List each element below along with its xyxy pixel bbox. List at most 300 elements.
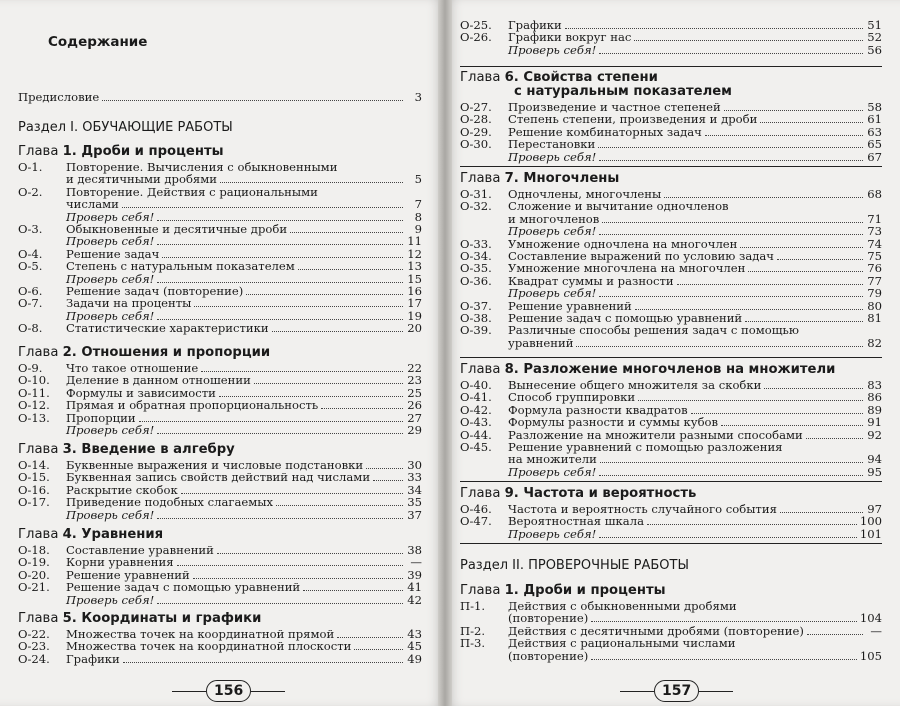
chapter-label: Глава	[460, 486, 505, 501]
entry-page: 20	[407, 321, 422, 336]
entry-title: Проверь себя!	[508, 224, 597, 239]
entry-title: Проверь себя!	[66, 234, 155, 249]
entry-code: О-9.	[18, 361, 43, 375]
dot-leader	[217, 553, 403, 554]
dot-leader	[599, 296, 863, 297]
page-number-rule	[251, 691, 285, 692]
entry-page: 91	[867, 415, 882, 430]
entry-code: О-36.	[460, 273, 492, 288]
entry-title: Перестановки	[508, 137, 596, 152]
page-number-oval: 156	[206, 680, 251, 702]
entry-code: О-7.	[18, 296, 43, 311]
entry-title: Что такое отношение	[66, 361, 199, 375]
dot-leader	[219, 396, 403, 397]
chapter-label: Глава	[460, 70, 505, 85]
entry-code: О-35.	[460, 261, 492, 276]
entry-title: Решение комбинаторных задач	[508, 124, 702, 139]
entry-code: О-25.	[460, 18, 492, 32]
entry-page: 101	[859, 526, 882, 541]
entry-page: 97	[867, 502, 882, 516]
entry-title: Статистические характеристики	[66, 321, 269, 336]
chapter-title: Дроби и проценты	[76, 144, 224, 159]
chapter-heading	[460, 171, 619, 187]
entry-page: 5	[414, 172, 422, 187]
entry-page: 80	[867, 298, 882, 313]
entry-title: Проверь себя!	[508, 42, 597, 57]
chapter-label: Глава	[18, 442, 63, 457]
chapter-label: Глава	[18, 611, 63, 626]
chapter-title: Уравнения	[76, 527, 164, 542]
chapter-number: 7.	[504, 171, 519, 186]
dot-leader	[162, 257, 403, 258]
page-number-oval: 157	[654, 680, 699, 702]
dot-leader	[276, 505, 403, 506]
entry-page: 13	[407, 259, 422, 274]
entry-title: Способ группировки	[508, 390, 636, 405]
entry-title: Решение уравнений	[508, 298, 632, 313]
entry-title: Сложение и вычитание одночленов	[508, 199, 729, 214]
entry-title: Задачи на проценты	[66, 296, 192, 311]
chapter-label: Глава	[18, 345, 63, 360]
chapter-label: Глава	[18, 527, 63, 542]
entry-title: Проверь себя!	[66, 271, 155, 286]
entry-page: 39	[407, 567, 422, 582]
entry-title: Проверь себя!	[508, 526, 597, 541]
toc-entry	[18, 321, 422, 335]
entry-page: 76	[867, 261, 882, 276]
entry-code: О-22.	[18, 627, 50, 641]
entry-title: Графики вокруг нас	[508, 30, 632, 45]
entry-title: Умножение многочлена на многочлен	[508, 261, 746, 276]
dot-leader	[780, 512, 863, 513]
entry-code: О-2.	[18, 184, 43, 199]
entry-code: О-8.	[18, 321, 43, 336]
entry-title: Формулы и зависимости	[66, 385, 216, 400]
entry-code: О-23.	[18, 639, 50, 654]
entry-page: 79	[867, 286, 882, 301]
dot-leader	[220, 182, 403, 183]
entry-page: 15	[407, 271, 422, 286]
toc-entry	[460, 649, 882, 663]
entry-title: Проверь себя!	[66, 592, 155, 607]
entry-code: О-37.	[460, 298, 492, 313]
entry-title: Проверь себя!	[66, 507, 155, 522]
entry-code: О-15.	[18, 470, 50, 485]
page-number-rule	[620, 691, 654, 692]
entry-page: 8	[414, 209, 422, 224]
chapter-heading	[460, 583, 666, 599]
dot-leader	[290, 232, 403, 233]
chapter-title: Свойства степени	[518, 70, 658, 85]
entry-page: 26	[407, 398, 422, 413]
entry-page: 35	[407, 495, 422, 510]
entry-code: О-31.	[460, 187, 492, 201]
entry-code: О-13.	[18, 410, 50, 425]
entry-title: Решение задач с помощью уравнений	[508, 311, 743, 325]
entry-title: Повторение. Действия с рациональными	[66, 184, 318, 199]
entry-code: О-30.	[460, 137, 492, 152]
entry-page: 9	[414, 222, 422, 236]
entry-title: Проверь себя!	[508, 286, 597, 301]
dot-leader	[724, 110, 863, 111]
chapter-heading	[460, 362, 835, 378]
entry-code: П-2.	[460, 623, 486, 638]
toc-entry	[460, 150, 882, 164]
entry-title: Решение задач с помощью уравнений	[66, 580, 301, 595]
entry-title: (повторение)	[508, 648, 589, 663]
entry-title: Буквенные выражения и числовые подстановки	[66, 458, 364, 472]
dot-leader	[194, 306, 403, 307]
entry-page: 82	[867, 335, 882, 350]
section-heading: Раздел I. ОБУЧАЮЩИЕ РАБОТЫ	[18, 120, 233, 135]
dot-leader	[635, 309, 863, 310]
entry-code: О-32.	[460, 199, 492, 214]
entry-page: 12	[407, 246, 422, 261]
right-page-number	[620, 680, 733, 702]
entry-code: О-11.	[18, 385, 50, 400]
entry-code: О-12.	[18, 398, 50, 413]
entry-code: О-5.	[18, 259, 43, 274]
entry-page: 23	[407, 373, 422, 388]
dot-leader	[599, 475, 863, 476]
chapter-heading	[18, 527, 163, 543]
entry-page: 104	[859, 611, 882, 626]
dot-leader	[139, 421, 403, 422]
page-number-rule	[172, 691, 206, 692]
dot-leader	[576, 346, 863, 347]
left-page-number	[172, 680, 285, 702]
entry-page: 74	[867, 236, 882, 251]
toc-entry	[18, 90, 422, 104]
toc-entry	[18, 593, 422, 607]
entry-page: 11	[407, 234, 422, 249]
dot-leader	[599, 160, 863, 161]
entry-page: 65	[867, 137, 882, 152]
chapter-label: Глава	[18, 144, 63, 159]
dot-leader	[764, 388, 863, 389]
entry-code: О-4.	[18, 246, 43, 261]
entry-code: П-3.	[460, 636, 486, 651]
chapter-title-continued: с натуральным показателем	[514, 84, 732, 99]
entry-title: Формула разности квадратов	[508, 402, 688, 417]
entry-title: Вероятностная шкала	[508, 514, 644, 529]
chapter-title: Многочлены	[518, 171, 620, 186]
dot-leader	[677, 284, 863, 285]
entry-title: Квадрат суммы и разности	[508, 273, 674, 288]
entry-title: числами	[66, 197, 119, 212]
dot-leader	[807, 634, 863, 635]
dot-leader	[634, 40, 863, 41]
entry-code: О-27.	[460, 100, 492, 114]
page-number-rule	[699, 691, 733, 692]
dot-leader	[181, 493, 403, 494]
entry-page: 75	[867, 249, 882, 263]
dot-leader	[691, 413, 863, 414]
entry-title: Решение задач	[66, 246, 160, 261]
entry-title: Приведение подобных слагаемых	[66, 495, 274, 510]
entry-code: О-1.	[18, 160, 43, 174]
dot-leader	[354, 649, 403, 650]
entry-page: 52	[867, 30, 882, 45]
dot-leader	[602, 222, 863, 223]
dot-leader	[303, 590, 403, 591]
chapter-heading	[18, 442, 235, 458]
entry-code: О-29.	[460, 124, 492, 139]
entry-title: Решение уравнений	[66, 567, 190, 582]
entry-page: 30	[407, 458, 422, 472]
chapter-number: 3.	[62, 442, 77, 457]
dot-leader	[254, 383, 403, 384]
dot-leader	[157, 220, 403, 221]
entry-page: 7	[414, 197, 422, 212]
entry-code: О-6.	[18, 284, 43, 298]
chapter-title: Дроби и проценты	[518, 583, 666, 598]
entry-page: 49	[407, 651, 422, 666]
dot-leader	[157, 319, 403, 320]
chapter-number: 4.	[62, 527, 77, 542]
dot-leader	[272, 331, 403, 332]
entry-page: 58	[867, 100, 882, 114]
entry-page: 34	[407, 482, 422, 497]
entry-title: Действия с обыкновенными дробями	[508, 599, 737, 613]
entry-code: О-34.	[460, 249, 492, 263]
chapter-number: 1.	[504, 583, 519, 598]
chapter-number: 1.	[62, 144, 77, 159]
entry-code: О-47.	[460, 514, 492, 529]
entry-title: Составление выражений по условию задач	[508, 249, 774, 263]
dot-leader	[298, 269, 403, 270]
dot-leader	[373, 480, 403, 481]
section-rule	[460, 166, 882, 167]
section-rule	[460, 357, 882, 358]
toc-entry	[460, 43, 882, 57]
toc-entry	[460, 527, 882, 541]
dot-leader	[777, 259, 863, 260]
toc-entry	[18, 423, 422, 437]
section-rule	[460, 543, 882, 544]
entry-page: 41	[407, 580, 422, 595]
entry-page: 95	[867, 464, 882, 479]
left-page	[0, 0, 444, 706]
section-rule	[460, 481, 882, 482]
entry-code: О-42.	[460, 402, 492, 417]
entry-page: 42	[407, 592, 422, 607]
entry-title: Буквенная запись свойств действий над числами	[66, 470, 371, 485]
chapter-number: 6.	[504, 70, 519, 85]
entry-title: Составление уравнений	[66, 543, 214, 557]
entry-title: Формулы разности и суммы кубов	[508, 415, 719, 430]
entry-code: О-33.	[460, 236, 492, 251]
entry-page: 73	[867, 224, 882, 239]
chapter-title: Разложение многочленов на множители	[518, 362, 836, 377]
entry-code: О-39.	[460, 323, 492, 338]
toc-entry	[460, 336, 882, 350]
entry-code: О-21.	[18, 580, 50, 595]
entry-title: Деление в данном отношении	[66, 373, 251, 388]
entry-page: 27	[407, 410, 422, 425]
dot-leader	[157, 244, 403, 245]
dot-leader	[598, 147, 863, 148]
entry-page: 71	[867, 211, 882, 226]
chapter-heading	[18, 345, 270, 361]
dot-leader	[177, 565, 403, 566]
entry-title: Проверь себя!	[66, 423, 155, 437]
dot-leader	[599, 234, 863, 235]
entry-title: Степень с натуральным показателем	[66, 259, 295, 274]
entry-page: 51	[867, 18, 882, 32]
entry-page: 61	[867, 112, 882, 127]
dot-leader	[102, 100, 403, 101]
entry-title: Действия с рациональными числами	[508, 636, 736, 651]
entry-page: 94	[867, 452, 882, 467]
toc-entry	[460, 465, 882, 479]
entry-title: Проверь себя!	[66, 209, 155, 224]
chapter-number: 8.	[504, 362, 519, 377]
entry-page: 45	[407, 639, 422, 654]
entry-title: на множители	[508, 452, 597, 467]
entry-title: Предисловие	[18, 90, 100, 104]
section-heading: Раздел II. ПРОВЕРОЧНЫЕ РАБОТЫ	[460, 558, 689, 573]
entry-code: О-20.	[18, 567, 50, 582]
dot-leader	[705, 135, 863, 136]
entry-page: 67	[867, 149, 882, 164]
entry-title: Разложение на множители разными способами	[508, 427, 803, 442]
dot-leader	[740, 247, 863, 248]
right-page	[446, 0, 900, 706]
entry-code: О-10.	[18, 373, 50, 388]
entry-page: 89	[867, 402, 882, 417]
entry-code: О-41.	[460, 390, 492, 405]
dot-leader	[246, 294, 403, 295]
chapter-title: Координаты и графики	[76, 611, 262, 626]
entry-page: 33	[407, 470, 422, 485]
dot-leader	[201, 371, 403, 372]
chapter-number: 2.	[62, 345, 77, 360]
dot-leader	[748, 271, 863, 272]
dot-leader	[157, 282, 403, 283]
dot-leader	[337, 637, 403, 638]
dot-leader	[321, 408, 403, 409]
entry-page: 17	[407, 296, 422, 311]
entry-title: Корни уравнения	[66, 555, 174, 570]
entry-title: Решение задач (повторение)	[66, 284, 244, 298]
entry-code: О-26.	[460, 30, 492, 45]
entry-page: 25	[407, 385, 422, 400]
chapter-heading	[18, 611, 261, 627]
entry-page: 81	[867, 311, 882, 325]
dot-leader	[760, 122, 863, 123]
entry-title: Вынесение общего множителя за скобки	[508, 378, 762, 392]
entry-code: О-43.	[460, 415, 492, 430]
entry-page: 77	[867, 273, 882, 288]
entry-page: 105	[859, 648, 882, 663]
entry-page: 43	[407, 627, 422, 641]
toc-entry	[18, 652, 422, 666]
dot-leader	[721, 425, 863, 426]
dot-leader	[745, 321, 863, 322]
dot-leader	[123, 662, 403, 663]
entry-page: 29	[407, 423, 422, 437]
dot-leader	[157, 433, 403, 434]
entry-page: 56	[867, 42, 882, 57]
entry-page: 19	[407, 308, 422, 323]
dot-leader	[638, 400, 863, 401]
entry-title: Множества точек на координатной прямой	[66, 627, 335, 641]
entry-title: Пропорции	[66, 410, 136, 425]
entry-title: Произведение и частное степеней	[508, 100, 721, 114]
entry-title: Действия с десятичными дробями (повторение)	[508, 623, 804, 638]
entry-title: Одночлены, многочлены	[508, 187, 662, 201]
entry-page: 16	[407, 284, 422, 298]
entry-title: Решение уравнений с помощью разложения	[508, 440, 783, 454]
entry-title: и многочленов	[508, 211, 600, 226]
entry-page: —	[410, 555, 422, 570]
entry-code: О-28.	[460, 112, 492, 127]
entry-title: Обыкновенные и десятичные дроби	[66, 222, 288, 236]
entry-title: Проверь себя!	[508, 149, 597, 164]
section-rule	[460, 66, 882, 67]
entry-code: О-17.	[18, 495, 50, 510]
entry-title: Проверь себя!	[66, 308, 155, 323]
entry-page: 100	[859, 514, 882, 529]
dot-leader	[157, 518, 403, 519]
entry-title: Проверь себя!	[508, 464, 597, 479]
entry-title: Графики	[508, 18, 562, 32]
entry-page: 86	[867, 390, 882, 405]
entry-page: 22	[407, 361, 422, 375]
entry-code: О-44.	[460, 427, 492, 442]
dot-leader	[664, 197, 863, 198]
entry-page: 63	[867, 124, 882, 139]
entry-code: О-24.	[18, 651, 50, 666]
entry-title: Умножение одночлена на многочлен	[508, 236, 738, 251]
entry-title: Повторение. Вычисления с обыкновенными	[66, 160, 338, 174]
entry-code: О-45.	[460, 440, 492, 454]
entry-code: О-14.	[18, 458, 50, 472]
entry-title: уравнений	[508, 335, 574, 350]
entry-title: Степень степени, произведения и дроби	[508, 112, 758, 127]
chapter-title: Введение в алгебру	[76, 442, 235, 457]
chapter-title: Частота и вероятность	[518, 486, 697, 501]
dot-leader	[193, 578, 403, 579]
chapter-heading	[18, 144, 224, 160]
entry-code: О-19.	[18, 555, 50, 570]
entry-title: Частота и вероятность случайного события	[508, 502, 777, 516]
chapter-label: Глава	[460, 583, 505, 598]
entry-page: 37	[407, 507, 422, 522]
chapter-title: Отношения и пропорции	[76, 345, 271, 360]
entry-title: Прямая и обратная пропорциональность	[66, 398, 319, 413]
entry-page: 38	[407, 543, 422, 557]
entry-code: О-3.	[18, 222, 43, 236]
entry-title: (повторение)	[508, 611, 589, 626]
chapter-number: 5.	[62, 611, 77, 626]
entry-title: Раскрытие скобок	[66, 482, 178, 497]
entry-page: —	[870, 623, 882, 638]
chapter-label: Глава	[460, 362, 505, 377]
dot-leader	[600, 462, 863, 463]
entry-page: 83	[867, 378, 882, 392]
dot-leader	[647, 524, 857, 525]
dot-leader	[157, 603, 403, 604]
entry-page: 92	[867, 427, 882, 442]
entry-title: Различные способы решения задач с помощью	[508, 323, 799, 338]
dot-leader	[599, 53, 863, 54]
chapter-label: Глава	[460, 171, 505, 186]
dot-leader	[806, 438, 863, 439]
entry-title: Множества точек на координатной плоскости	[66, 639, 352, 654]
entry-code: О-38.	[460, 311, 492, 325]
